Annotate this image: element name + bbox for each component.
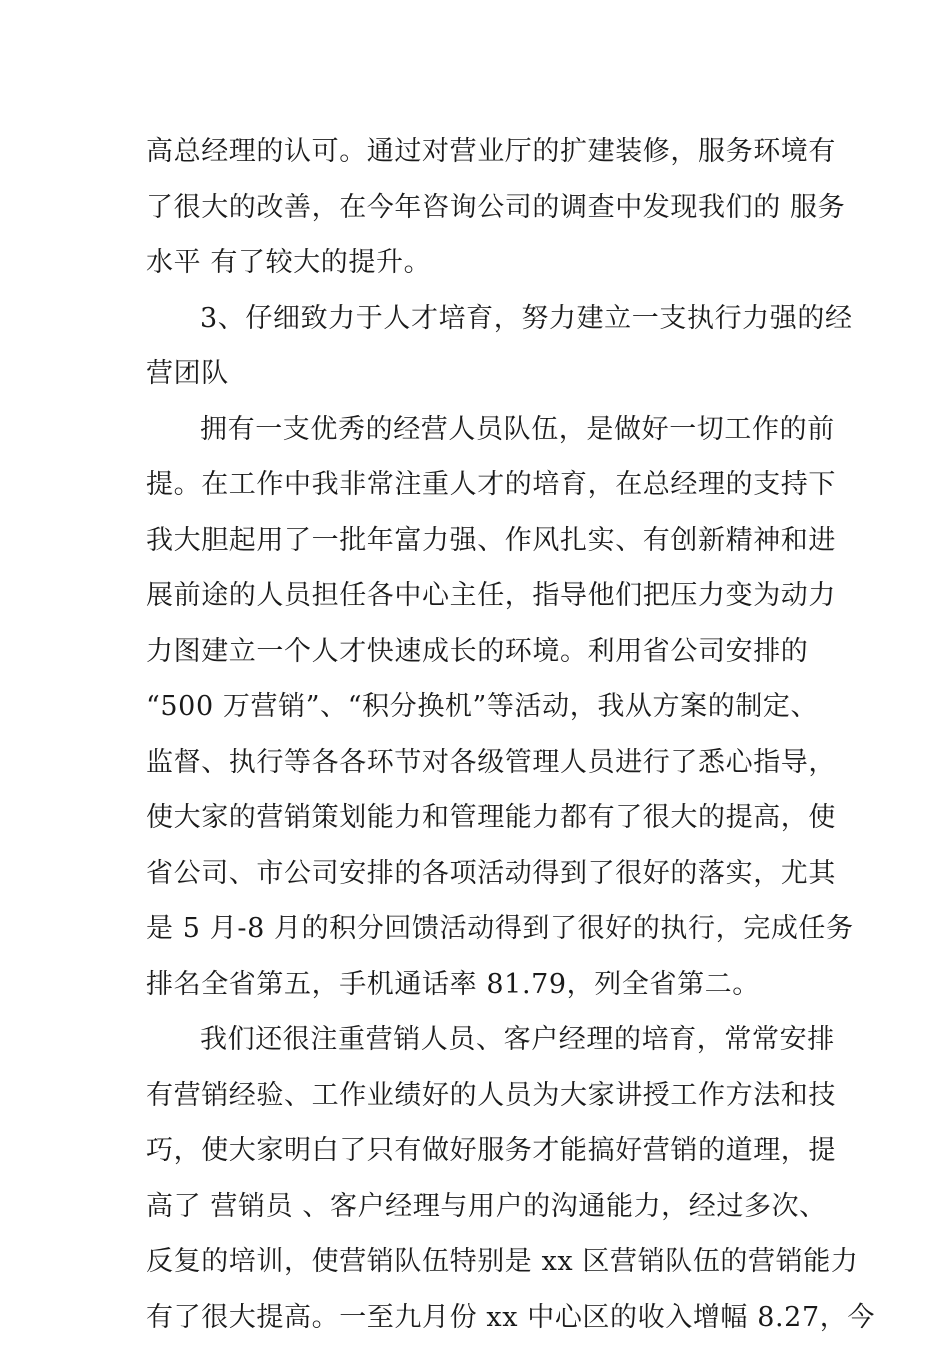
text-line: 力图建立一个人才快速成长的环境。利用省公司安排的 xyxy=(146,624,810,680)
paragraph-1 xyxy=(146,124,810,291)
text-line: 反复的培训，使营销队伍特别是 xx 区营销队伍的营销能力 xyxy=(146,1234,810,1290)
text-line: 排名全省第五，手机通话率 81.79，列全省第二。 xyxy=(146,957,810,1013)
text-line: 高了 营销员 、客户经理与用户的沟通能力，经过多次、 xyxy=(146,1179,810,1235)
paragraph-3 xyxy=(146,402,810,1013)
text-line: 我大胆起用了一批年富力强、作风扎实、有创新精神和进 xyxy=(146,513,810,569)
text-line: 巧，使大家明白了只有做好服务才能搞好营销的道理，提 xyxy=(146,1123,810,1179)
text-line: 拥有一支优秀的经营人员队伍，是做好一切工作的前 xyxy=(146,402,810,458)
text-line: 水平 有了较大的提升。 xyxy=(146,235,810,291)
text-line: 有营销经验、工作业绩好的人员为大家讲授工作方法和技 xyxy=(146,1068,810,1124)
text-line: 提。在工作中我非常注重人才的培育，在总经理的支持下 xyxy=(146,457,810,513)
text-line: 3、仔细致力于人才培育，努力建立一支执行力强的经 xyxy=(146,291,810,347)
paragraph-4 xyxy=(146,1012,810,1345)
text-line: 展前途的人员担任各中心主任，指导他们把压力变为动力 xyxy=(146,568,810,624)
text-line: 我们还很注重营销人员、客户经理的培育，常常安排 xyxy=(146,1012,810,1068)
text-line: 有了很大提高。一至九月份 xx 中心区的收入增幅 8.27，今 xyxy=(146,1290,810,1345)
text-line: 是 5 月-8 月的积分回馈活动得到了很好的执行，完成任务 xyxy=(146,901,810,957)
text-line: 营团队 xyxy=(146,346,810,402)
text-line: “500 万营销”、“积分换机”等活动，我从方案的制定、 xyxy=(146,679,810,735)
text-line: 使大家的营销策划能力和管理能力都有了很大的提高，使 xyxy=(146,790,810,846)
text-line: 高总经理的认可。通过对营业厅的扩建装修，服务环境有 xyxy=(146,124,810,180)
paragraph-2-heading xyxy=(146,291,810,402)
text-line: 监督、执行等各各环节对各级管理人员进行了悉心指导， xyxy=(146,735,810,791)
document-body xyxy=(146,124,810,1345)
text-line: 了很大的改善，在今年咨询公司的调查中发现我们的 服务 xyxy=(146,180,810,236)
text-line: 省公司、市公司安排的各项活动得到了很好的落实，尤其 xyxy=(146,846,810,902)
